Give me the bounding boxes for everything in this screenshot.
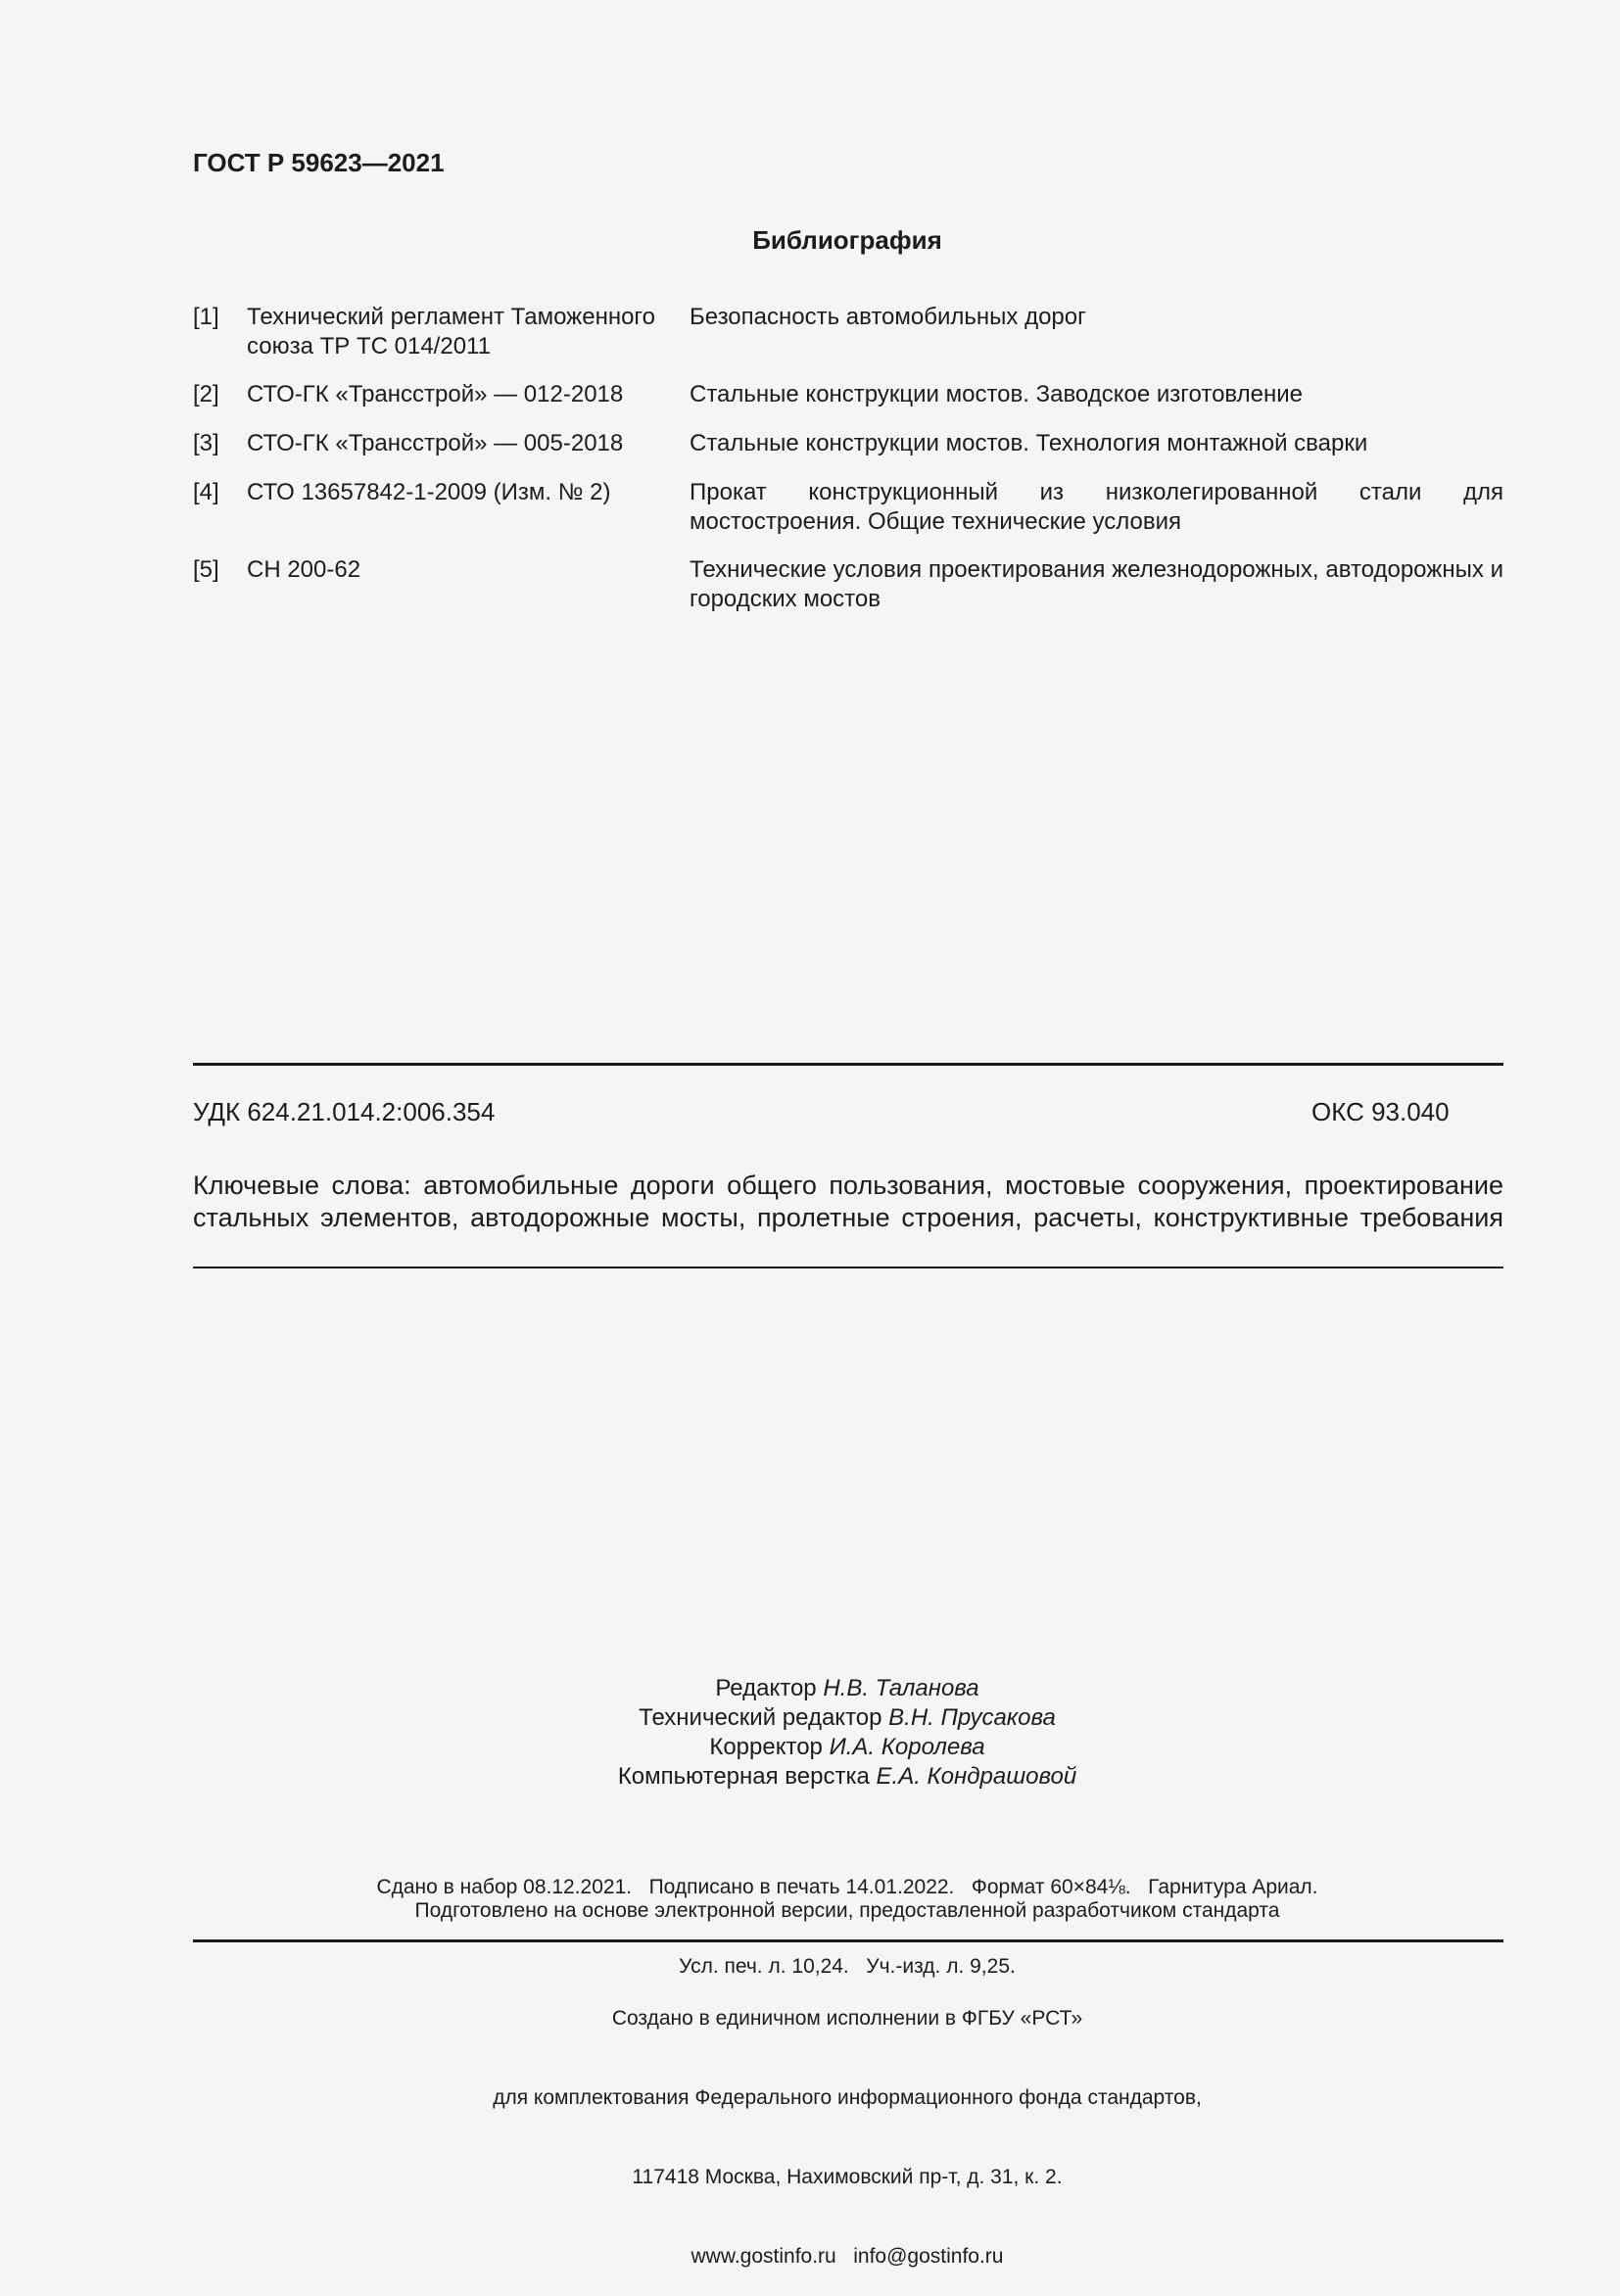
credit-line [0,1733,1620,1762]
bib-description: Прокат конструкционный из низколегированной стали для мостостроения. Общие технические условия [690,479,1503,535]
divider [193,1063,1503,1066]
bib-number: [1] [193,304,219,330]
keywords: Ключевые слова: автомобильные дороги общего пользования, мостовые сооружения, проектирование стальных элементов, автодорожные мосты, пролетные строения, расчеты, конструктивные требования [193,1171,1503,1232]
created-line: 117418 Москва, Нахимовский пр-т, д. 31, к. 2. [632,2166,1063,2188]
bib-number: [2] [193,381,219,407]
credit-name: И.А. Королева [829,1734,985,1760]
created-line: Создано в единичном исполнении в ФГБУ «РСТ» [611,2007,1083,2030]
credit-name: Е.А. Кондрашовой [876,1763,1077,1790]
bib-number: [4] [193,479,219,505]
bib-number: [3] [193,430,219,456]
credit-line [0,1762,1620,1792]
divider [193,1267,1503,1268]
bib-reference: СТО 13657842-1-2009 (Изм. № 2) [247,479,611,505]
website-link[interactable]: www.gostinfo.ru [691,2245,836,2268]
bib-description: Стальные конструкции мостов. Заводское изготовление [690,381,1303,407]
divider [193,1939,1503,1942]
bib-description: Безопасность автомобильных дорог [690,304,1086,330]
credit-role: Технический редактор [639,1704,882,1731]
oks-code: ОКС 93.040 [1311,1097,1450,1126]
standard-code: ГОСТ Р 59623—2021 [193,148,445,177]
credit-line [0,1674,1620,1703]
bib-reference: Технический регламент Таможенного союза ТР ТС 014/2011 [247,304,655,359]
bibliography-title: Библиография [752,225,942,255]
email-link[interactable]: info@gostinfo.ru [853,2245,1004,2268]
credit-role: Компьютерная верстка [617,1763,870,1790]
credits [0,1674,1620,1792]
credit-name: В.Н. Прусакова [888,1704,1056,1731]
bib-reference: СН 200-62 [247,556,361,583]
bib-reference: СТО-ГК «Трансстрой» — 005-2018 [247,430,624,456]
prepared-note: Подготовлено на основе электронной версии, предоставленной разработчиком стандарта [414,1899,1280,1922]
credit-line [0,1703,1620,1733]
bib-reference: СТО-ГК «Трансстрой» — 012-2018 [247,381,624,407]
publication-line: Сдано в набор 08.12.2021. Подписано в печать 14.01.2022. Формат 60×84⅛. Гарнитура Ариал. [376,1876,1318,1898]
bib-description: Стальные конструкции мостов. Технология монтажной сварки [690,430,1368,456]
credit-role: Корректор [709,1734,823,1760]
credit-name: Н.В. Таланова [823,1675,979,1701]
bib-description: Технические условия проектирования железнодорожных, автодорожных и городских мостов [690,556,1503,612]
created-line: для комплектования Федерального информационного фонда стандартов, [493,2086,1202,2109]
created-info [0,1952,1620,2296]
udk-code: УДК 624.21.014.2:006.354 [193,1097,496,1126]
credit-role: Редактор [715,1675,817,1701]
bib-number: [5] [193,556,219,583]
publication-line: Усл. печ. л. 10,24. Уч.-изд. л. 9,25. [679,1955,1016,1978]
